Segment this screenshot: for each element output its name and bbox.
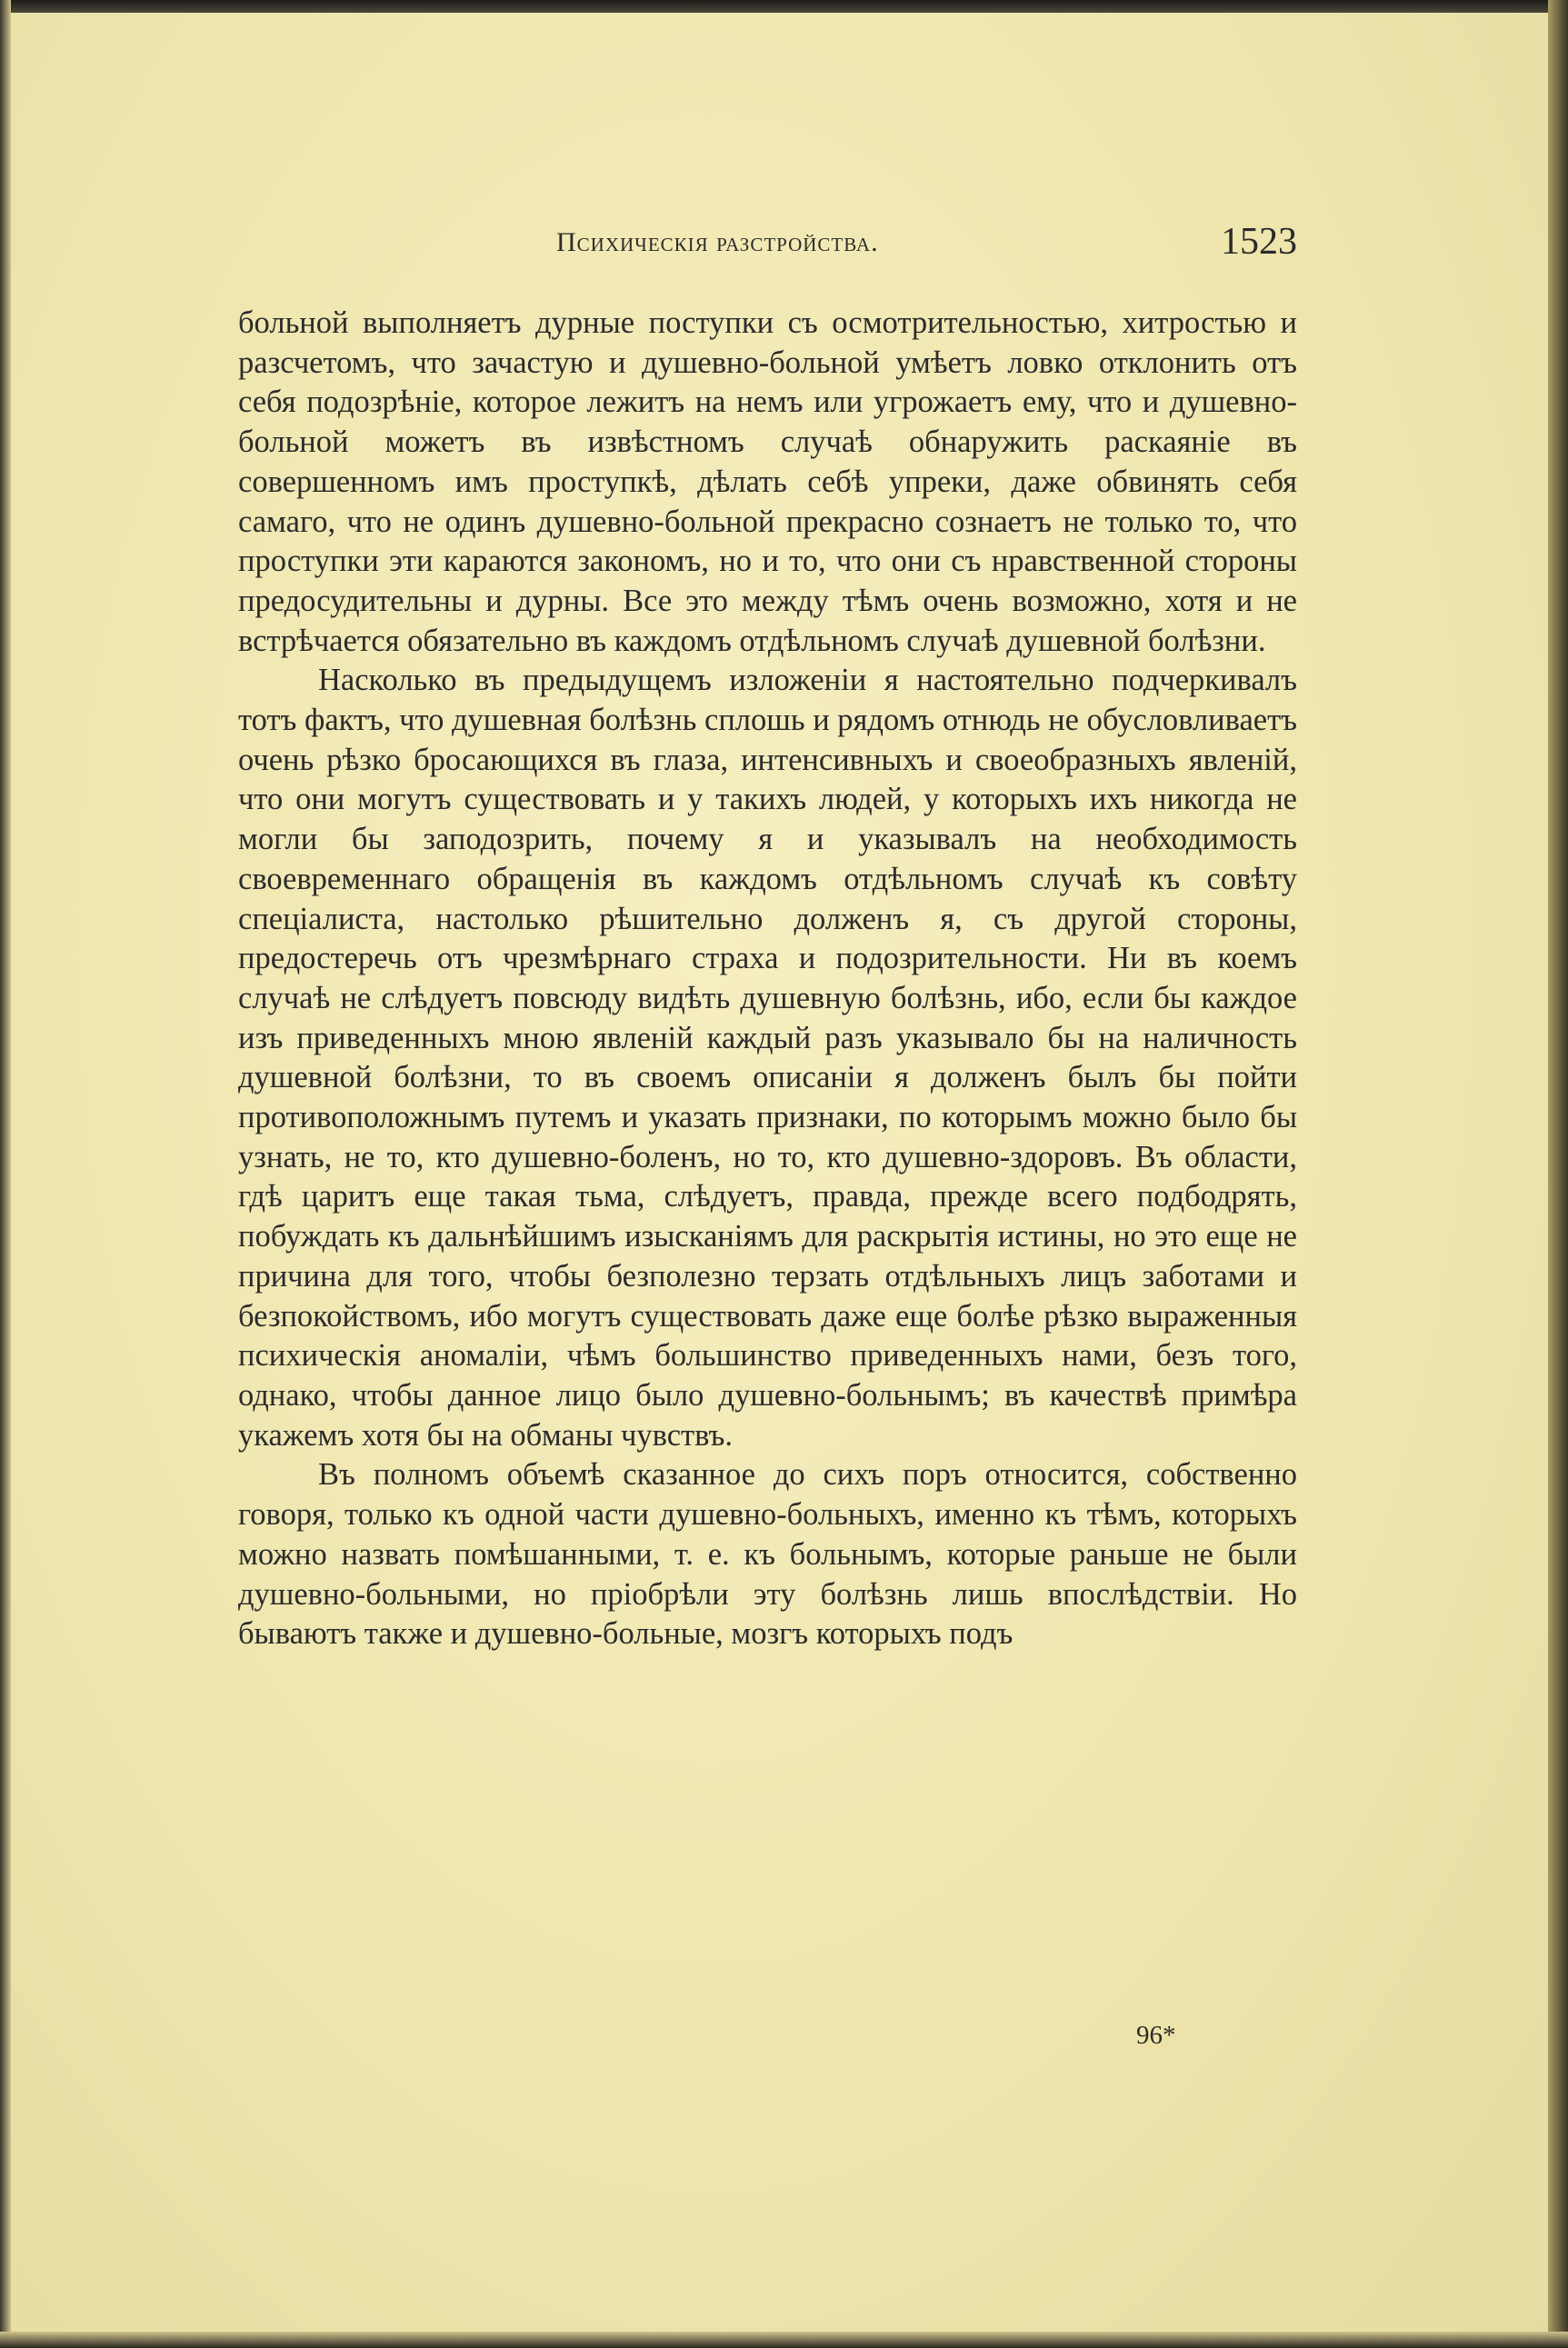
- page-left-edge: [0, 0, 11, 2348]
- running-title: Психическiя разстройства.: [556, 227, 879, 257]
- paragraph-3: Въ полномъ объемѣ сказанное до сихъ поръ относится, собственно говоря, только къ одной части душевно-больныхъ, именно къ тѣмъ, которыхъ можно назвать помѣшанными, т. е. къ больнымъ, которые раньше не были душевно-больными, но прiобрѣли эту болѣзнь лишь впослѣдствiи. Но бываютъ также и душевно-больные, мозгъ которыхъ подъ: [238, 1457, 1297, 1652]
- body-text: [238, 304, 1297, 1654]
- paragraph-1: больной выполняетъ дурные поступки съ осмотрительностью, хитростью и разсчетомъ, что зачастую и душевно-больной умѣетъ ловко отклонить отъ себя подозрѣнiе, которое лежитъ на немъ или угрожаетъ ему, что и душевно-больной можетъ въ извѣстномъ случаѣ обнаружить раскаянiе въ совершенномъ имъ проступкѣ, дѣлать себѣ упреки, даже обвинять себя самаго, что не одинъ душевно-больной прекрасно сознаетъ не только то, что проступки эти караются закономъ, но и то, что они съ нравственной стороны предосудительны и дурны. Все это между тѣмъ очень возможно, хотя и не встрѣчается обязательно въ каждомъ отдѣльномъ случаѣ душевной болѣзни.: [238, 305, 1297, 658]
- page-header: [238, 215, 1297, 269]
- page-right-edge: [1548, 0, 1568, 2348]
- paragraph-2: Насколько въ предыдущемъ изложенiи я настоятельно подчеркивалъ тотъ фактъ, что душевная болѣзнь сплошь и рядомъ отнюдь не обусловливаетъ очень рѣзко бросающихся въ глаза, интенсивныхъ и своеобразныхъ явленiй, что они могутъ существовать и у такихъ людей, у которыхъ ихъ никогда не могли бы заподозрить, почему я и указывалъ на необходимость своевременнаго обращенiя въ каждомъ отдѣльномъ случаѣ къ совѣту спецiалиста, настолько рѣшительно долженъ я, съ другой стороны, предостеречь отъ чрезмѣрнаго страха и подозрительности. Ни въ коемъ случаѣ не слѣдуетъ повсюду видѣть душевную болѣзнь, ибо, если бы каждое изъ приведенныхъ мною явленiй каждый разъ указывало бы на наличность душевной болѣзни, то въ своемъ описанiи я долженъ былъ бы пойти противоположнымъ путемъ и указать признаки, по которымъ можно было бы узнать, не то, кто душевно-боленъ, но то, кто душевно-здоровъ. Въ области, гдѣ царитъ еще такая тьма, слѣдуетъ, правда, прежде всего подбодрять, побуждать къ дальнѣйшимъ изысканiямъ для раскрытiя истины, но это еще не причина для того, чтобы безполезно терзать отдѣльныхъ лицъ заботами и безпокойствомъ, ибо могутъ существовать даже еще болѣе рѣзко выраженныя психическiя аномалiи, чѣмъ большинство приведенныхъ нами, безъ того, однако, чтобы данное лицо было душевно-больнымъ; въ качествѣ примѣра укажемъ хотя бы на обманы чувствъ.: [238, 663, 1297, 1453]
- page-top-edge: [0, 0, 1568, 13]
- page-number: 1523: [1221, 221, 1297, 263]
- sheet-signature: 96*: [1136, 2021, 1176, 2050]
- page-bottom-edge: [0, 2332, 1568, 2348]
